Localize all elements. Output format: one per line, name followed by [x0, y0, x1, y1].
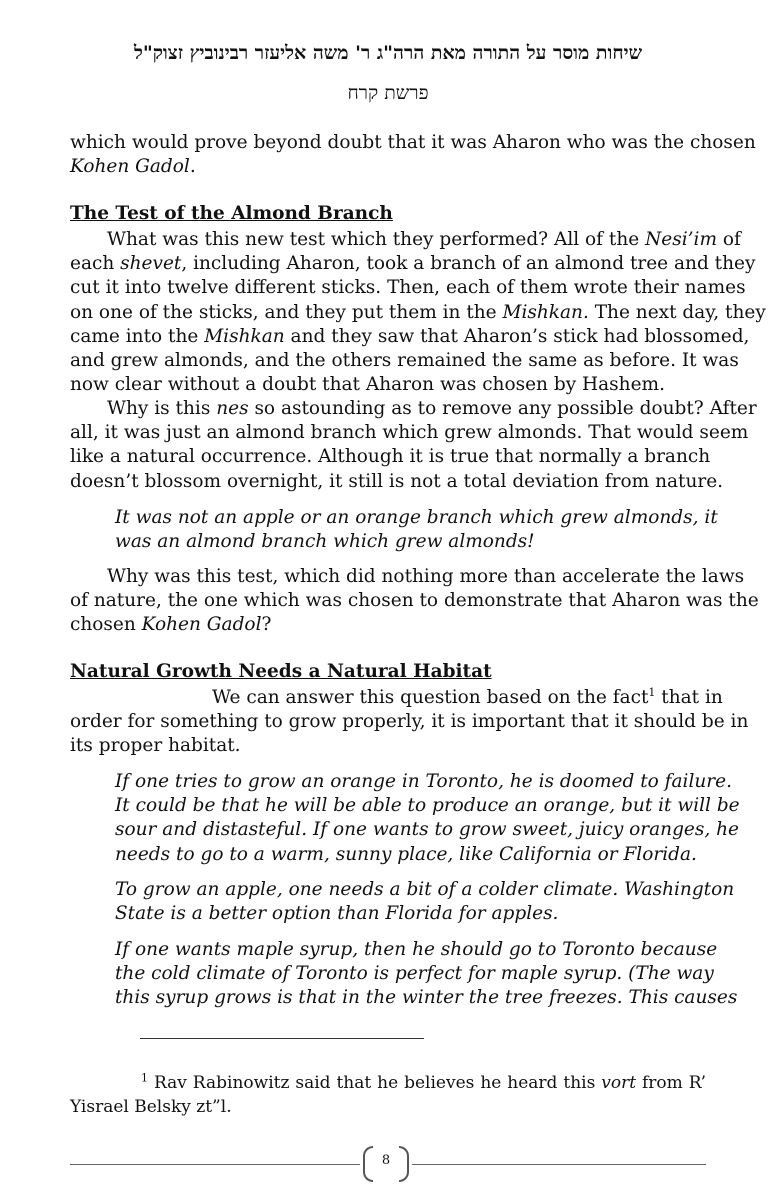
footer-rule-right — [412, 1164, 706, 1165]
running-header-parsha: פרשת קרח — [347, 82, 429, 104]
paragraph — [70, 685, 749, 759]
text-line: and grew almonds, and the others remained the same as before. It was — [70, 350, 739, 372]
quote-line: If one wants maple syrup, then he should go to Toronto because — [115, 939, 718, 960]
block-quote — [115, 506, 718, 554]
text-line: now clear without a doubt that Aharon was chosen by Hashem. — [70, 374, 665, 396]
text-line: all, it was just an almond branch which grew almonds. That would seem — [70, 422, 749, 444]
footnote-number: 1 — [141, 1071, 148, 1085]
intro-paragraph — [70, 131, 756, 179]
text-line: chosen Kohen Gadol? — [70, 614, 272, 636]
paragraph — [70, 228, 766, 397]
quote-line: To grow an apple, one needs a bit of a colder climate. Washington — [115, 879, 735, 900]
text-line: its proper habitat. — [70, 735, 241, 757]
footnote-ref[interactable]: 1 — [648, 685, 656, 699]
text-line: Why was this test, which did nothing more than accelerate the laws — [107, 566, 745, 587]
section-heading-natural-habitat: Natural Growth Needs a Natural Habitat — [70, 661, 492, 682]
quote-line: this syrup grows is that in the winter the tree freezes. This causes — [115, 987, 738, 1009]
text-line: What was this new test which they performed? All of the Nesi’im of — [107, 229, 741, 250]
paragraph — [70, 397, 757, 494]
quote-line: needs to go to a warm, sunny place, like California or Florida. — [115, 843, 697, 865]
section-heading-almond-branch: The Test of the Almond Branch — [70, 203, 393, 224]
quote-line: the cold climate of Toronto is perfect for maple syrup. (The way — [115, 963, 714, 985]
footnote — [70, 1071, 706, 1119]
running-header-title: שיחות מוסר על התורה מאת הרה"ג ר' משה אליעזר רבינוביץ זצוק"ל — [133, 42, 643, 64]
quote-line: If one tries to grow an orange in Toronto, he is doomed to failure. — [115, 771, 732, 792]
text-line: cut it into twelve different sticks. Then, each of them wrote their names — [70, 277, 746, 299]
text-line: like a natural occurrence. Although it is true that normally a branch — [70, 446, 711, 468]
text-line: doesn’t blossom overnight, it still is not a total deviation from nature. — [70, 470, 724, 492]
quote-line: was an almond branch which grew almonds! — [115, 531, 535, 553]
text-line: each shevet, including Aharon, took a branch of an almond tree and they — [70, 253, 756, 275]
block-quote — [115, 878, 735, 926]
text-line: of nature, the one which was chosen to demonstrate that Aharon was the — [70, 590, 759, 612]
footnote-line: $^1$ Rav Rabinowitz said that he believes he heard this vort from R’ — [141, 1071, 706, 1093]
text-line: came into the Mishkan and they saw that Aharon’s stick had blossomed, — [70, 325, 750, 347]
page-number: 8 — [381, 1153, 391, 1168]
quote-line: It could be that he will be able to produce an orange, but it will be — [115, 795, 740, 817]
page-number-frame — [363, 1146, 409, 1180]
text-line: We can answer this question based on the fact$^1$ that in — [212, 685, 723, 708]
quote-line: State is a better option than Florida for apples. — [115, 903, 559, 925]
block-quote — [115, 770, 740, 867]
text-line: order for something to grow properly, it is important that it should be in — [70, 711, 749, 733]
quote-line: It was not an apple or an orange branch which grew almonds, it — [115, 507, 718, 528]
footer-rule-left — [70, 1164, 360, 1165]
paragraph — [70, 565, 759, 638]
text-line: Why is this nes so astounding as to remove any possible doubt? After — [107, 398, 757, 419]
block-quote — [115, 938, 738, 1011]
quote-line: sour and distasteful. If one wants to grow sweet, juicy oranges, he — [115, 819, 739, 841]
footnote-line: Yisrael Belsky zt”l. — [70, 1097, 232, 1117]
text-line: Kohen Gadol. — [70, 156, 196, 178]
footnote-separator — [140, 1038, 424, 1039]
text-line: on one of the sticks, and they put them in the Mishkan. The next day, they — [70, 301, 766, 323]
text-line: which would prove beyond doubt that it was Aharon who was the chosen — [70, 132, 756, 153]
